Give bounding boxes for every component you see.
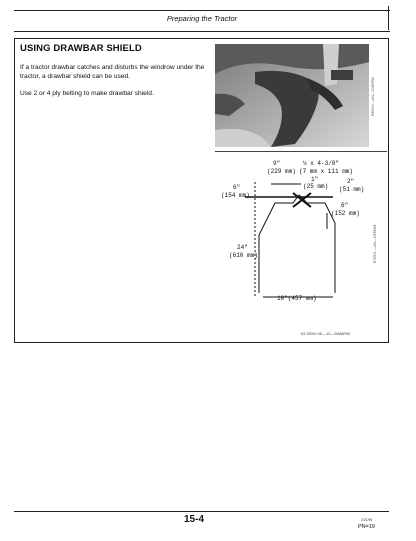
dim-right-drop: 6"	[341, 202, 349, 209]
shield-outline	[259, 195, 335, 293]
section-heading: USING DRAWBAR SHIELD	[20, 43, 142, 54]
diagram-side-id: E75971 —UN—10FEB94	[373, 224, 377, 264]
diagram-caption: E/L7600X.08 —19—20MAR95	[301, 332, 350, 336]
dim-right-drop-mm: (152 mm)	[331, 210, 360, 217]
page-title: Preparing the Tractor	[166, 14, 238, 23]
diagram-rule	[215, 151, 387, 152]
page-header	[14, 10, 390, 32]
diagram-drawing	[215, 153, 371, 331]
dim-bottom-width: 18"(457 mm)	[277, 295, 317, 302]
drawbar-shield-photo	[215, 44, 369, 147]
paragraph-2: Use 2 or 4 ply belting to make drawbar shield.	[20, 90, 154, 97]
dim-top-width: 9"	[273, 160, 281, 167]
paragraph-1: If a tractor drawbar catches and disturbs the windrow under the tractor, a drawbar shield can be used.	[20, 64, 205, 80]
dim-height: 24"	[237, 244, 248, 251]
dim-right-offset: 2"	[347, 178, 355, 185]
section-box	[14, 38, 389, 343]
footer-rule	[14, 511, 389, 512]
drawbar-shield-diagram	[215, 153, 371, 331]
footer-pn: PN=19	[358, 524, 375, 530]
dim-right-offset-mm: (51 mm)	[339, 186, 365, 193]
dim-bolt-mm: (7 mm x 111 mm)	[299, 168, 354, 175]
dim-slot: 1"	[311, 176, 319, 183]
photo-id: E95200 —UN—10SEP94	[371, 77, 375, 117]
dim-top-width-mm: (229 mm)	[267, 168, 296, 175]
dim-left-drop-mm: (154 mm)	[221, 192, 250, 199]
dim-height-mm: (610 mm)	[229, 252, 258, 259]
footer-date: 2/21/96	[361, 518, 373, 522]
dim-bolt: ¼ x 4-3/8"	[303, 160, 340, 167]
dim-left-drop: 6"	[233, 184, 241, 191]
page-number: 15-4	[184, 514, 205, 525]
photo-image	[215, 44, 369, 147]
header-rule	[388, 6, 389, 30]
dim-slot-mm: (25 mm)	[303, 183, 329, 190]
